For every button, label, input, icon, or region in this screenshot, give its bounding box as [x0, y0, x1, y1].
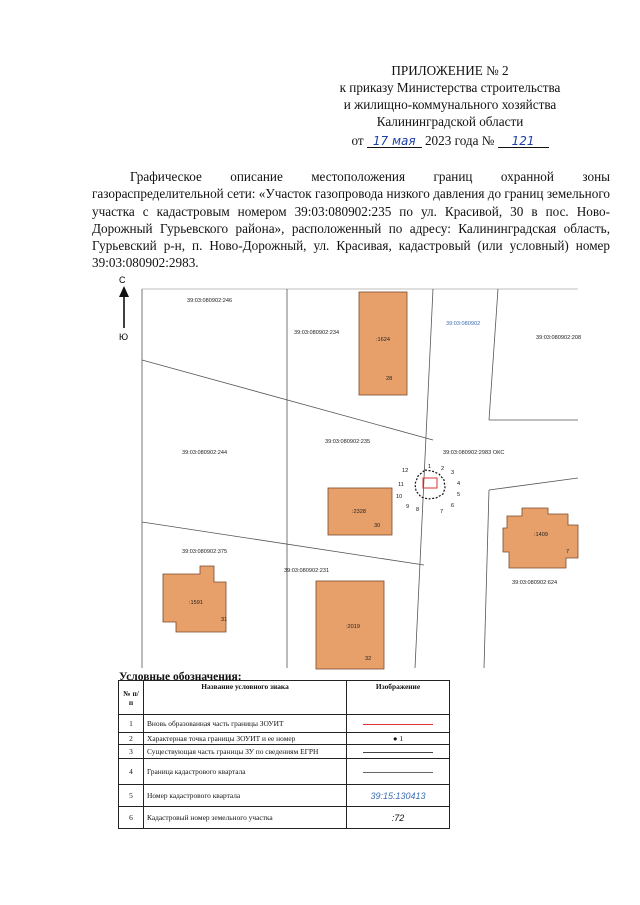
north-arrow — [119, 286, 129, 328]
building-1624 — [359, 292, 407, 395]
building-num: 30 — [374, 523, 381, 529]
parcel-label: 39:03:080902:246 — [187, 298, 233, 304]
point-label: 10 — [396, 494, 403, 500]
date-line: от 17 мая 2023 года № 121 — [300, 132, 600, 149]
legend-row: 1 Вновь образованная часть границы ЗОУИТ — [119, 715, 450, 733]
building-num: 31 — [221, 617, 228, 623]
sample-gray-line — [363, 752, 433, 753]
legend-row: 4 Граница кадастрового квартала — [119, 759, 450, 785]
legend-row: 3 Существующая часть границы ЗУ по сведениям ЕГРН — [119, 745, 450, 759]
building-id: :1409 — [534, 532, 548, 538]
parcel-label: 39:03:080902:208 — [536, 335, 582, 341]
building-num: 7 — [566, 549, 570, 555]
parcel-label: 39:03:080902:235 — [325, 439, 371, 445]
ministry-line: и жилищно-коммунального хозяйства — [343, 97, 557, 112]
parcel-label: 39:03:080902:375 — [182, 549, 228, 555]
point-label: 7 — [440, 509, 444, 515]
appendix-title: ПРИЛОЖЕНИЕ № 2 — [391, 63, 509, 78]
building-num: 32 — [365, 656, 372, 662]
legend-header-name: Название условного знака — [144, 681, 347, 715]
building-1591 — [163, 566, 226, 632]
legend-header-image: Изображение — [347, 681, 450, 715]
parcel-label: 39:03:080902:2983 ОКС — [443, 450, 505, 456]
order-line: к приказу Министерства строительства — [339, 80, 561, 95]
point-label: 3 — [451, 470, 455, 476]
point-dot-icon: ● — [392, 734, 398, 743]
parcel-label: 39:03:080902:231 — [284, 568, 330, 574]
point-label: 1 — [428, 464, 432, 470]
point-label: 2 — [441, 466, 445, 472]
sample-quarter-number: 39:15:130413 — [370, 790, 426, 801]
building-id: :2019 — [346, 624, 360, 630]
parcel-label: 39:03:080902:624 — [512, 580, 558, 586]
south-label: Ю — [119, 332, 129, 342]
point-label: 8 — [416, 507, 420, 513]
legend-header-num: № п/ п — [119, 681, 144, 715]
legend-table — [118, 680, 450, 829]
point-label: 6 — [451, 503, 455, 509]
building-id: :1624 — [376, 337, 390, 343]
legend-row: 5 Номер кадастрового квартала 39:15:130413 — [119, 785, 450, 807]
legend-row: 6 Кадастровый номер земельного участка :72 — [119, 807, 450, 829]
quarter-label: 39:03:080902 — [446, 321, 481, 327]
building-id: :2328 — [352, 509, 366, 515]
parcel-label: 39:03:080902:244 — [182, 450, 228, 456]
north-label: С — [119, 275, 126, 285]
point-label: 4 — [457, 481, 461, 487]
building-num: 28 — [386, 376, 393, 382]
handwritten-number: 121 — [498, 135, 549, 148]
point-label: 11 — [398, 482, 404, 488]
building-1409 — [503, 508, 578, 568]
building-id: :1591 — [189, 600, 203, 606]
sample-red-line — [363, 724, 433, 725]
point-label: 9 — [406, 504, 410, 510]
parcel-line — [489, 289, 498, 420]
parcel-line — [489, 478, 578, 490]
handwritten-date: 17 мая — [367, 135, 422, 148]
legend-row: 2 Характерная точка границы ЗОУИТ и ее номер ● 1 — [119, 733, 450, 745]
sample-parcel-number: :72 — [391, 812, 405, 823]
point-label: 12 — [402, 468, 409, 474]
sample-quarter-line — [363, 772, 433, 773]
region-line: Калининградской области — [376, 114, 524, 129]
point-label: 5 — [457, 492, 461, 498]
parcel-line — [484, 490, 489, 668]
legend-title: Условные обозначения: — [119, 671, 242, 683]
protection-zone — [415, 470, 445, 499]
legend-header-row — [119, 681, 450, 715]
parcel-label: 39:03:080902:234 — [294, 330, 340, 336]
description-text: Графическое описание местоположения границ охранной зоны газораспределительной сети: «Участок газопровода низкого давления до границ земельного участка с кадастровым номером 39:03:080902:235 по ул. Красивой, 30 в пос. Ново-Дорожный Гурьевского района», расположенный по адресу: Калининградская область, Гурьевский р-н, п. Ново-Дорожный, ул. Красивая, кадастровый (или условный) номер 39:03:080902:2983. — [92, 169, 610, 271]
